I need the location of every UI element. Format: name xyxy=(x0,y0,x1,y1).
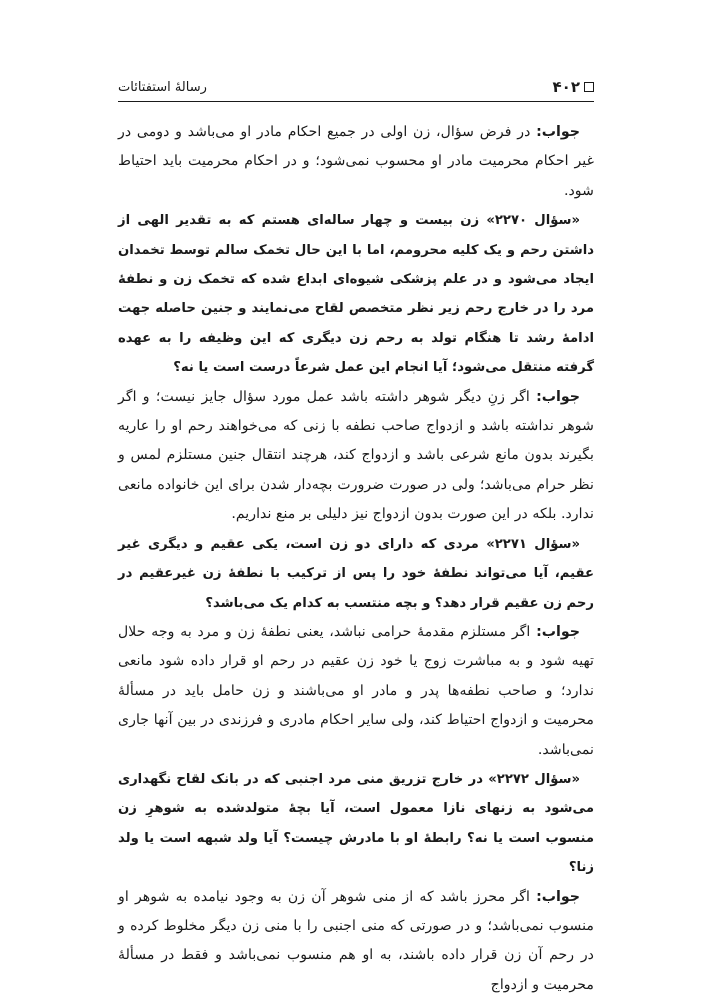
question-text: در خارج تزریق منی مرد اجنبی که در بانک لقاح نگهداری می‌شود به زنهای نازا معمول است، آیا بچهٔ متولدشده به شوهرِ زن منسوب است یا نه؟ رابطهٔ او با مادرش چیست؟ آیا ولد شبهه است یا ولد زنا؟ xyxy=(118,771,594,876)
question-paragraph xyxy=(118,765,594,883)
answer-label: جواب: xyxy=(536,888,580,905)
answer-paragraph xyxy=(118,883,594,1000)
answer-paragraph xyxy=(118,618,594,765)
header-rule xyxy=(118,101,594,102)
question-paragraph xyxy=(118,530,594,618)
answer-text: در فرض سؤال، زن اولی در جمیع احکام مادر او می‌باشد و دومی در غیر احکام محرمیت مادر او محسوب نمی‌شود؛ و در احکام محرمیت باید احتیاط شود. xyxy=(118,124,594,199)
answer-label: جواب: xyxy=(536,623,580,640)
answer-paragraph xyxy=(118,118,594,206)
question-number: «سؤال ۲۲۷۰» xyxy=(486,213,580,229)
answer-paragraph xyxy=(118,383,594,530)
page-number xyxy=(553,78,594,96)
question-number: «سؤال ۲۲۷۲» xyxy=(488,771,580,787)
question-text: زن بیست و چهار ساله‌ای هستم که به تقدیر الهی از داشتن رحم و یک کلیه محرومم، اما با این حال تخمک سالم توسط تخمدان ایجاد می‌شود و در علم پزشکی شیوه‌ای ابداع شده که تخمک زن و نطفهٔ مرد را در خارج رحم زیر نظر متخصص لقاح می‌نمایند و جنین حاصله جهت ادامهٔ رشد تا هنگام تولد به رحم زن دیگری که این وظیفه را به عهده گرفته منتقل می‌شود؛ آیا انجام این عمل شرعاً درست است یا نه؟ xyxy=(118,213,594,376)
answer-label: جواب: xyxy=(536,388,580,405)
answer-text: اگر مستلزم مقدمهٔ حرامی نباشد، یعنی نطفهٔ زن و مرد به وجه حلال تهیه شود و به مباشرت زوج یا خود زن عقیم در رحم او قرار داده شود مانعی ندارد؛ و صاحب نطفه‌ها پدر و مادر او می‌باشند و زن حامل باید در مسألهٔ محرمیت و ازدواج احتیاط کند، ولی سایر احکام مادری و فرزندی در بین آنها جاری نمی‌باشد. xyxy=(118,623,594,758)
page-body xyxy=(118,118,594,1000)
answer-text: اگر زنِ دیگر شوهر داشته باشد عمل مورد سؤال جایز نیست؛ و اگر شوهر نداشته باشد و ازدواج صاحب نطفه با زنی که می‌خواهند رحم او را عاریه بگیرند بدون مانع شرعی باشد و ازدواج کند، هرچند انتقال جنین مستلزم لمس و نظر حرام می‌باشد؛ ولی در صورت ضرورت بچه‌دار شدن برای این خانواده مانعی ندارد. بلکه در این صورت بدون ازدواج نیز دلیلی بر منع نداریم. xyxy=(118,388,594,523)
square-icon xyxy=(584,82,594,92)
question-paragraph xyxy=(118,206,594,382)
answer-label: جواب: xyxy=(536,124,580,140)
page-number-text: ۴۰۲ xyxy=(552,78,580,96)
answer-text: اگر محرز باشد که از منی شوهر آن زن به وجود نیامده به شوهر او منسوب نمی‌باشد؛ و در صورتی که منی اجنبی را با منی زن دیگر مخلوط کرده و در رحم آن زن قرار داده باشند، به او هم منسوب نمی‌باشد و فقط در مسألهٔ محرمیت و ازدواج xyxy=(118,888,594,993)
question-text: مردی که دارای دو زن است، یکی عقیم و دیگری غیر عقیم، آیا می‌تواند نطفهٔ خود را پس از ترکیب با نطفهٔ زن غیرعقیم در رحم زن عقیم قرار دهد؟ و بچه منتسب به کدام یک می‌باشد؟ xyxy=(118,536,594,611)
page-header xyxy=(118,76,594,102)
question-number: «سؤال ۲۲۷۱» xyxy=(486,536,580,552)
running-title: رسالهٔ استفتائات xyxy=(118,80,207,95)
